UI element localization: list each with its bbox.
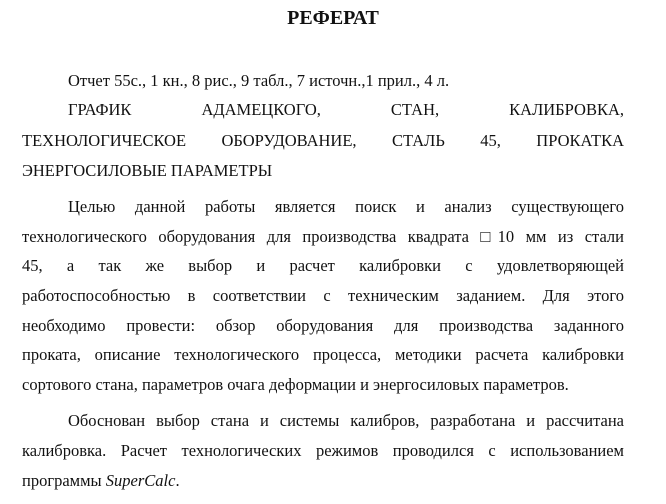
paragraph-1-line-4: работоспособностью в соответствии с техническим заданием. Для этого	[22, 286, 624, 305]
paragraph-1-line-3: 45, а так же выбор и расчет калибровки с удовлетворяющей	[22, 256, 624, 275]
keywords-line-3: ЭНЕРГОСИЛОВЫЕ ПАРАМЕТРЫ	[22, 161, 273, 180]
abstract-summary: Отчет 55с., 1 кн., 8 рис., 9 табл., 7 источн.,1 прил., 4 л.	[68, 71, 450, 90]
keywords-line-2: ТЕХНОЛОГИЧЕСКОЕ ОБОРУДОВАНИЕ, СТАЛЬ 45, ПРОКАТКА	[22, 131, 624, 150]
paragraph-2-line-2: калибровка. Расчет технологических режимов проводился с использованием	[22, 441, 624, 460]
page-title: РЕФЕРАТ	[287, 7, 379, 29]
paragraph-2-text: программы	[22, 471, 106, 490]
paragraph-2-end: .	[175, 471, 180, 490]
paragraph-1-line-6: проката, описание технологического процесса, методики расчета калибровки	[22, 345, 624, 364]
paragraph-1-line-2: технологического оборудования для производства квадрата □10 мм из стали	[22, 227, 624, 246]
paragraph-2-line-1: Обоснован выбор стана и системы калибров, разработана и рассчитана	[68, 411, 624, 430]
paragraph-2-line-3	[22, 470, 624, 492]
keywords-line-1: ГРАФИК АДАМЕЦКОГО, СТАН, КАЛИБРОВКА,	[68, 100, 624, 119]
paragraph-1-line-5: необходимо провести: обзор оборудования для производства заданного	[22, 316, 624, 335]
paragraph-1-line-1: Целью данной работы является поиск и анализ существующего	[68, 197, 624, 216]
program-name: SuperCalc	[105, 471, 176, 490]
paragraph-1-line-7: сортового стана, параметров очага деформации и энергосиловых параметров.	[22, 375, 569, 394]
